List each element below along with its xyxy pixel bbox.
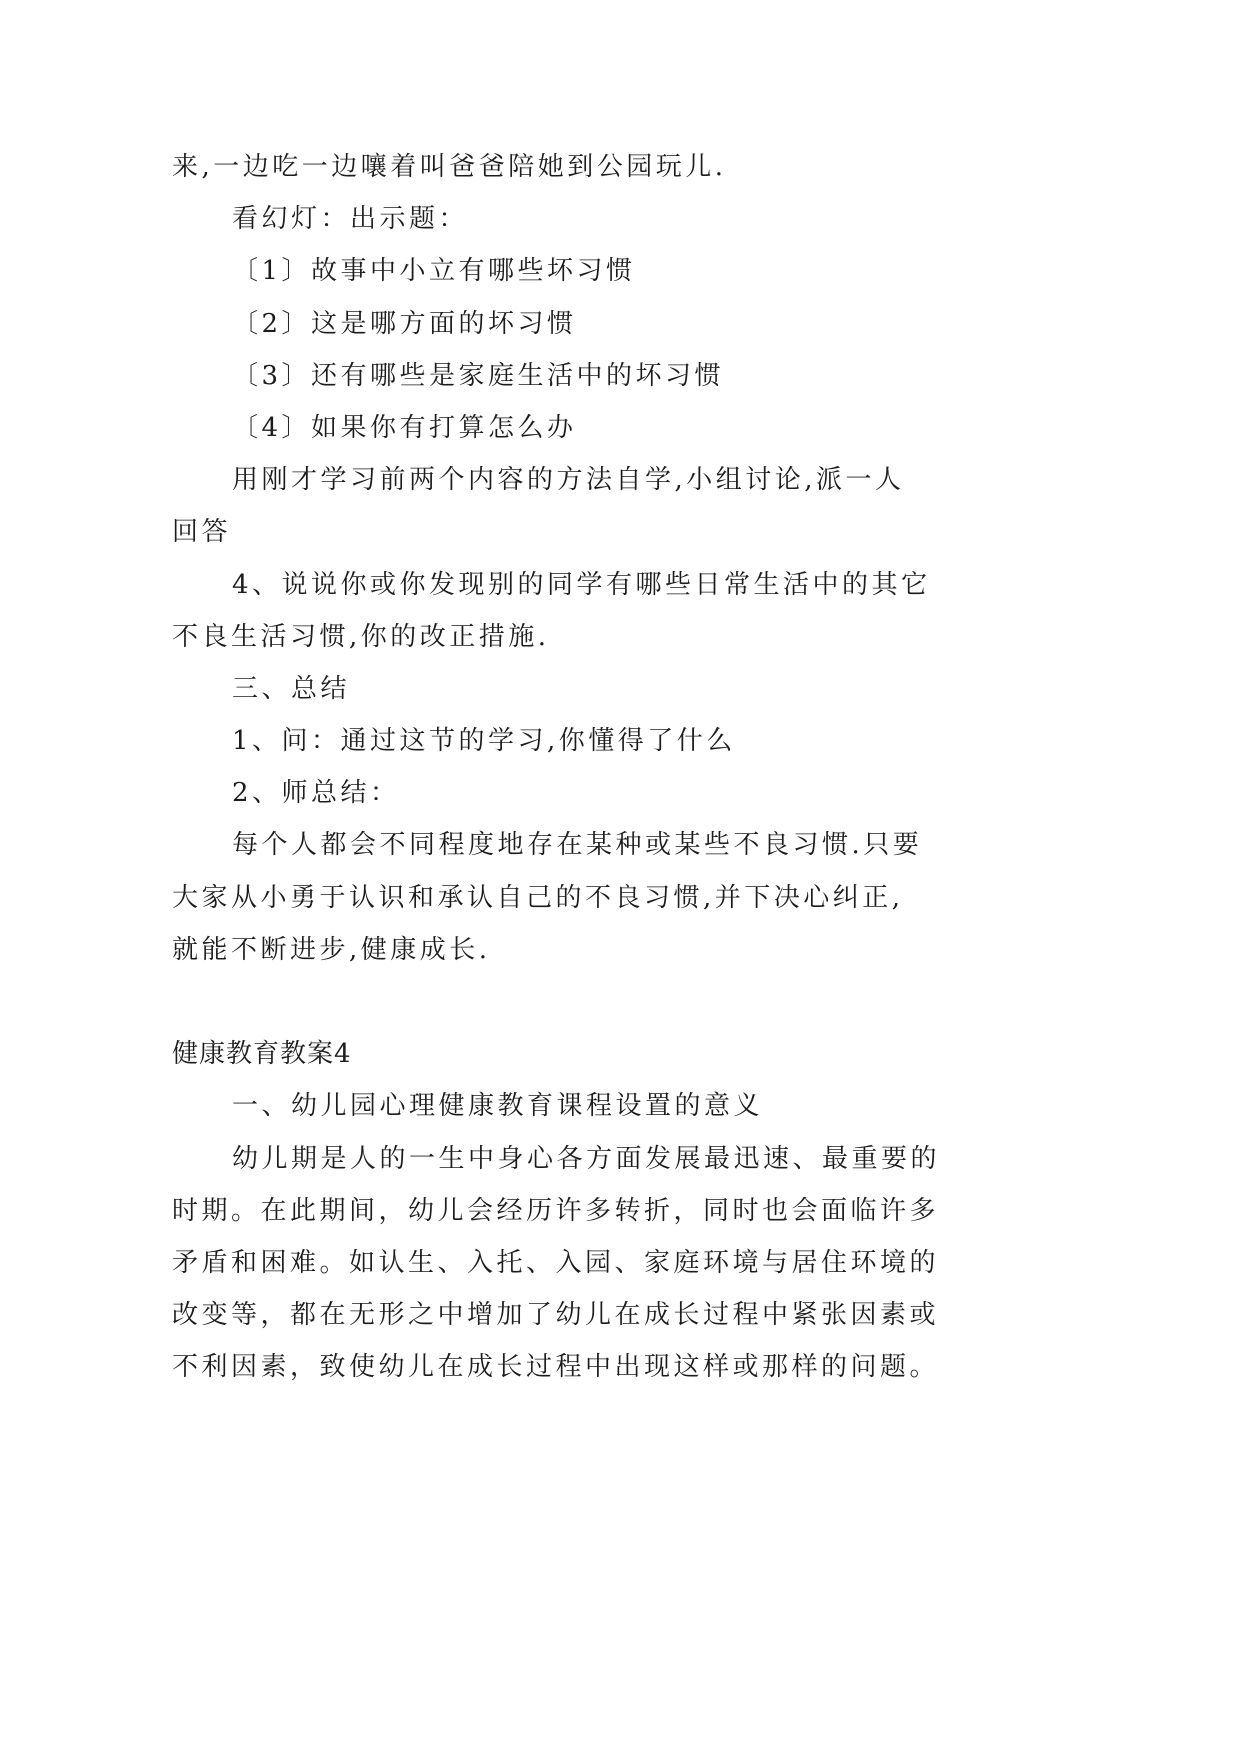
teacher-summary-line: 大家从小勇于认识和承认自己的不良习惯,并下决心纠正, [172, 882, 904, 913]
activity-4-continuation: 不良生活习惯,你的改正措施. [172, 621, 550, 652]
summary-heading: 三、总结 [232, 673, 351, 704]
self-study-instruction-line: 用刚才学习前两个内容的方法自学,小组讨论,派一人 [232, 465, 905, 496]
body-paragraph-line: 幼儿期是人的一生中身心各方面发展最迅速、最重要的 [232, 1143, 941, 1174]
question-1: 〔1〕故事中小立有哪些坏习惯 [232, 256, 636, 287]
teacher-summary-line: 就能不断进步,健康成长. [172, 934, 491, 965]
slide-instruction: 看幻灯：出示题： [232, 204, 469, 235]
self-study-instruction-continuation: 回答 [172, 517, 232, 548]
body-paragraph-line: 不利因素，致使幼儿在成长过程中出现这样或那样的问题。 [172, 1352, 940, 1383]
question-4: 〔4〕如果你有打算怎么办 [232, 412, 577, 443]
body-paragraph-line: 矛盾和困难。如认生、入托、入园、家庭环境与居住环境的 [172, 1247, 940, 1278]
question-3: 〔3〕还有哪些是家庭生活中的坏习惯 [232, 360, 725, 391]
summary-item-2: 2、师总结： [232, 778, 400, 809]
body-paragraph-line: 时期。在此期间，幼儿会经历许多转折，同时也会面临许多 [172, 1195, 940, 1226]
body-paragraph-line: 改变等，都在无形之中增加了幼儿在成长过程中紧张因素或 [172, 1300, 940, 1331]
summary-item-1: 1、问：通过这节的学习,你懂得了什么 [232, 726, 736, 757]
activity-4-line: 4、说说你或你发现别的同学有哪些日常生活中的其它 [232, 569, 931, 600]
section-title: 健康教育教案4 [172, 1039, 352, 1070]
paragraph-spacer [172, 976, 1072, 1028]
subsection-heading: 一、幼儿园心理健康教育课程设置的意义 [232, 1091, 764, 1122]
story-continuation-line: 来,一边吃一边嚷着叫爸爸陪她到公园玩儿. [172, 152, 727, 182]
teacher-summary-line: 每个人都会不同程度地存在某种或某些不良习惯.只要 [232, 830, 923, 861]
document-body [172, 141, 1072, 1394]
question-2: 〔2〕这是哪方面的坏习惯 [232, 308, 577, 339]
